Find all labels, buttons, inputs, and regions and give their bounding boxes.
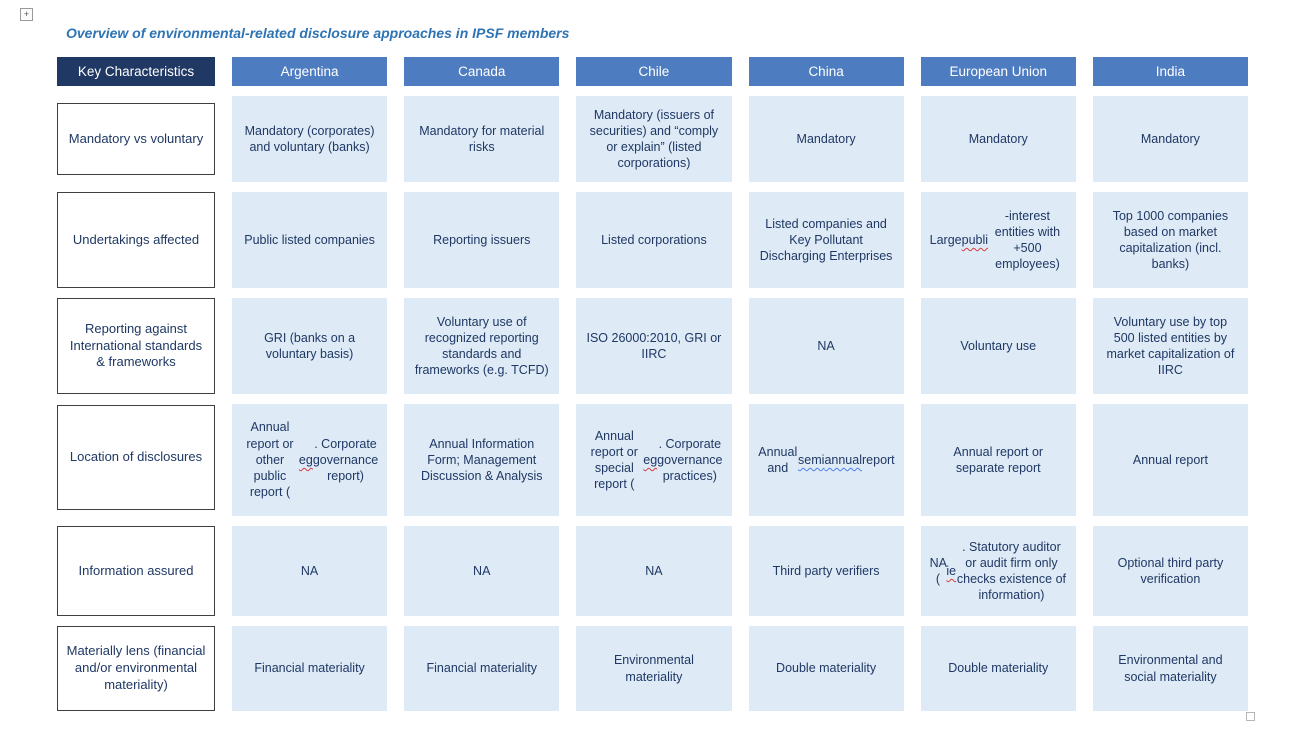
column-header-key-characteristics: Key Characteristics [57, 57, 215, 86]
page-title: Overview of environmental-related disclosure approaches in IPSF members [66, 25, 570, 41]
spellcheck-squiggle: ie [946, 563, 957, 578]
disclosure-table [57, 57, 1248, 711]
table-cell: Mandatory for material risks [404, 96, 559, 182]
table-cell: Financial materiality [404, 626, 559, 711]
row-label-reporting-against-standards: Reporting against International standards & frameworks [57, 298, 215, 394]
table-cell: Mandatory [749, 96, 904, 182]
row-label-information-assured: Information assured [57, 526, 215, 616]
row-label-mandatory-vs-voluntary: Mandatory vs voluntary [57, 103, 215, 175]
table-move-handle-icon[interactable]: + [20, 8, 33, 21]
table-cell: Annual report or other public report ( eg . Corporate governance report) [232, 404, 387, 516]
table-cell: Voluntary use [921, 298, 1076, 394]
table-cell: Large publi -interest entities with +500 employees) [921, 192, 1076, 288]
row-label-undertakings-affected: Undertakings affected [57, 192, 215, 288]
table-cell: Annual report or separate report [921, 404, 1076, 516]
table-cell: Double materiality [921, 626, 1076, 711]
table-cell: Reporting issuers [404, 192, 559, 288]
table-cell: NA [404, 526, 559, 616]
table-cell: Listed corporations [576, 192, 731, 288]
table-cell: Mandatory (corporates) and voluntary (banks) [232, 96, 387, 182]
table-cell: NA [749, 298, 904, 394]
table-cell: Mandatory [1093, 96, 1248, 182]
table-resize-handle[interactable] [1246, 712, 1255, 721]
table-cell: Annual report or special report ( eg . Corporate governance practices) [576, 404, 731, 516]
table-cell: NA [232, 526, 387, 616]
spellcheck-squiggle: semi [798, 452, 825, 467]
row-label-location-of-disclosures: Location of disclosures [57, 405, 215, 510]
spellcheck-squiggle: eg [643, 452, 658, 467]
table-cell: NA ( ie . Statutory auditor or audit firm only checks existence of information) [921, 526, 1076, 616]
table-cell: Top 1000 companies based on market capitalization (incl. banks) [1093, 192, 1248, 288]
spellcheck-squiggle: eg [298, 452, 313, 467]
table-cell: Annual and semi annual report [749, 404, 904, 516]
table-cell: Listed companies and Key Pollutant Discharging Enterprises [749, 192, 904, 288]
table-cell: Environmental materiality [576, 626, 731, 711]
spellcheck-squiggle: publi [961, 232, 989, 247]
column-header-european-union: European Union [921, 57, 1076, 86]
column-header-canada: Canada [404, 57, 559, 86]
table-cell: Double materiality [749, 626, 904, 711]
table-cell: Public listed companies [232, 192, 387, 288]
table-cell: Annual report [1093, 404, 1248, 516]
table-cell: Mandatory (issuers of securities) and “comply or explain” (listed corporations) [576, 96, 731, 182]
table-cell: Voluntary use by top 500 listed entities by market capitalization of IIRC [1093, 298, 1248, 394]
table-cell: ISO 26000:2010, GRI or IIRC [576, 298, 731, 394]
table-cell: Annual Information Form; Management Discussion & Analysis [404, 404, 559, 516]
table-cell: GRI (banks on a voluntary basis) [232, 298, 387, 394]
table-cell: Optional third party verification [1093, 526, 1248, 616]
column-header-chile: Chile [576, 57, 731, 86]
table-cell: Voluntary use of recognized reporting standards and frameworks (e.g. TCFD) [404, 298, 559, 394]
table-cell: Financial materiality [232, 626, 387, 711]
column-header-india: India [1093, 57, 1248, 86]
column-header-china: China [749, 57, 904, 86]
table-cell: NA [576, 526, 731, 616]
column-header-argentina: Argentina [232, 57, 387, 86]
spellcheck-squiggle: annual [824, 452, 862, 467]
table-cell: Third party verifiers [749, 526, 904, 616]
table-cell: Mandatory [921, 96, 1076, 182]
row-label-materially-lens: Materially lens (financial and/or environmental materiality) [57, 626, 215, 711]
table-cell: Environmental and social materiality [1093, 626, 1248, 711]
